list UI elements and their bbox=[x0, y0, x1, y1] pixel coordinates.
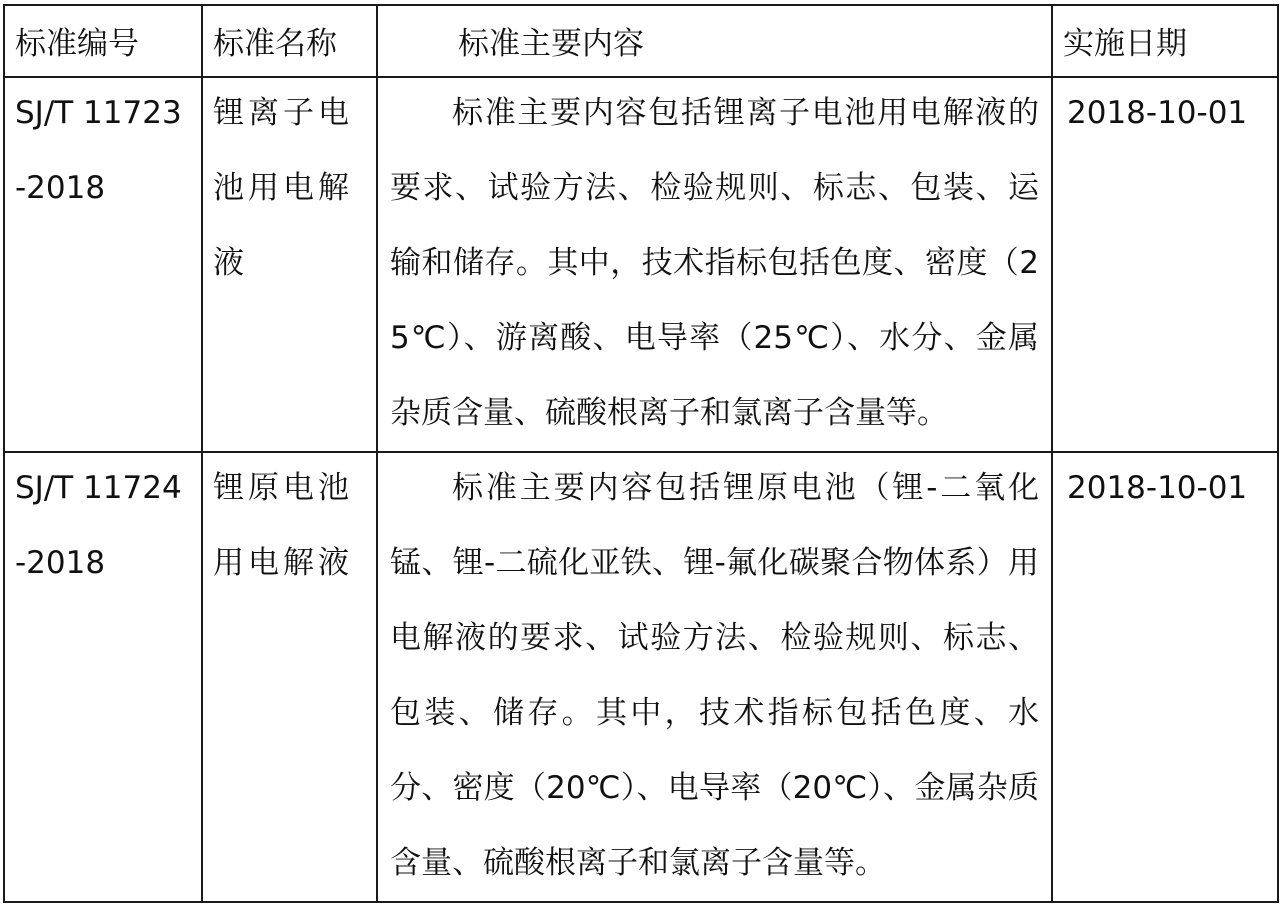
standard-code: SJ/T 11724-2018 bbox=[15, 470, 182, 581]
table-row bbox=[4, 77, 1278, 452]
header-date: 实施日期 bbox=[1052, 5, 1278, 77]
standard-name-cell bbox=[202, 77, 377, 452]
table-header-row bbox=[4, 5, 1278, 77]
effective-date: 2018-10-01 bbox=[1067, 470, 1248, 506]
standard-content: 标准主要内容包括锂原电池（锂-二氧化锰、锂-二硫化亚铁、锂-氟化碳聚合物体系）用电解液的要求、试验方法、检验规则、标志、包装、储存。其中，技术指标包括色度、水分、密度（20℃）、电导率（20℃）、金属杂质含量、硫酸根离子和氯离子含量等。 bbox=[390, 470, 1039, 881]
standard-name: 锂离子电池用电解液 bbox=[213, 95, 353, 281]
effective-date-cell bbox=[1052, 77, 1278, 452]
standard-code-cell bbox=[4, 452, 202, 902]
standard-content-cell bbox=[377, 452, 1052, 902]
standard-code-cell bbox=[4, 77, 202, 452]
header-content: 标准主要内容 bbox=[377, 5, 1052, 77]
header-name: 标准名称 bbox=[202, 5, 377, 77]
standard-code: SJ/T 11723-2018 bbox=[15, 95, 182, 206]
standard-content-cell bbox=[377, 77, 1052, 452]
effective-date: 2018-10-01 bbox=[1067, 95, 1248, 131]
table-row bbox=[4, 452, 1278, 902]
header-code: 标准编号 bbox=[4, 5, 202, 77]
standard-content: 标准主要内容包括锂离子电池用电解液的要求、试验方法、检验规则、标志、包装、运输和储存。其中，技术指标包括色度、密度（25℃）、游离酸、电导率（25℃）、水分、金属杂质含量、硫酸根离子和氯离子含量等。 bbox=[390, 95, 1039, 431]
standards-table bbox=[3, 4, 1279, 903]
standard-name: 锂原电池用电解液 bbox=[213, 470, 353, 581]
effective-date-cell bbox=[1052, 452, 1278, 902]
standard-name-cell bbox=[202, 452, 377, 902]
